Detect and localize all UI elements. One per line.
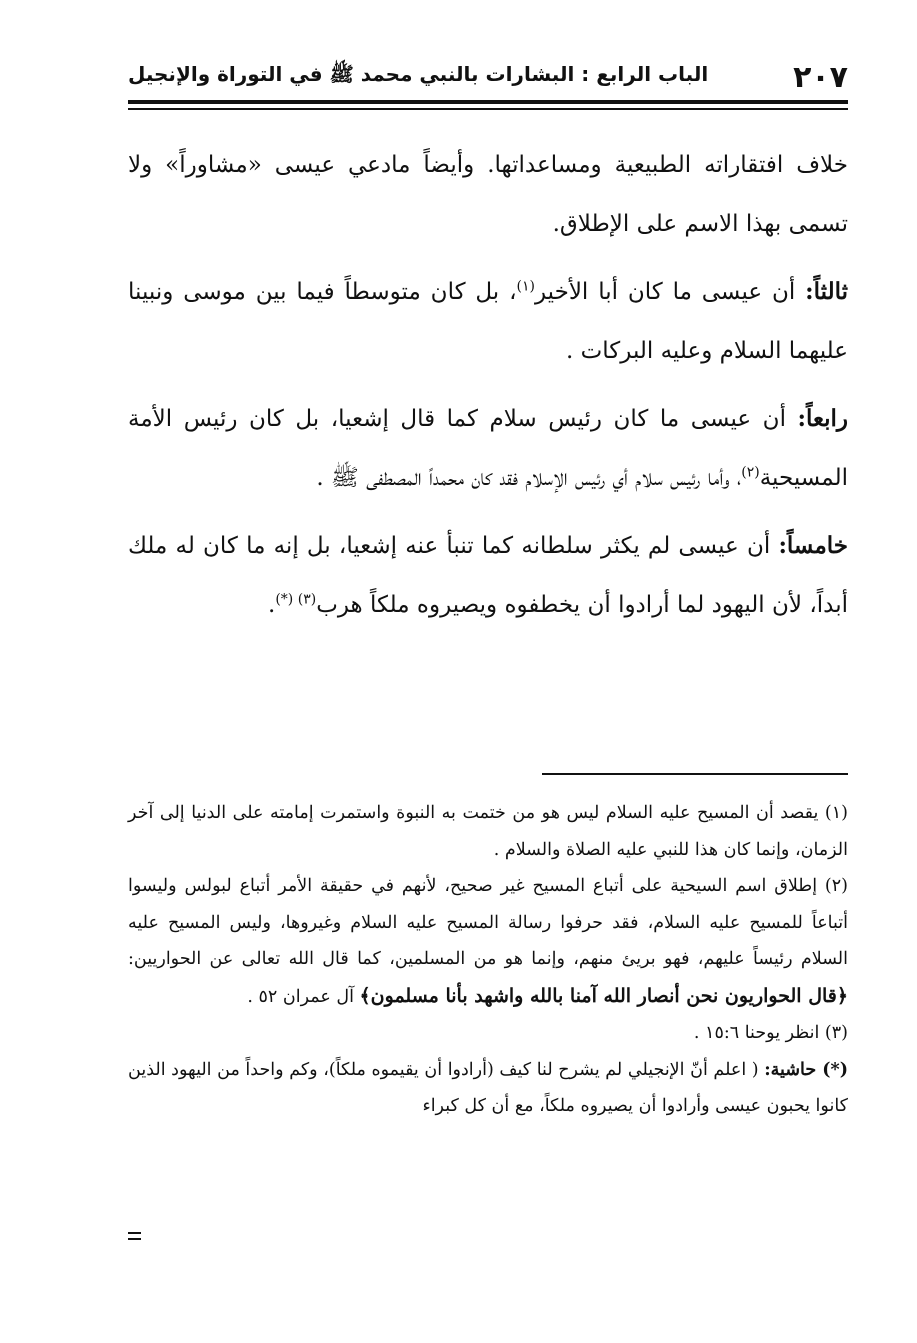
footnote-2-citation: آل عمران ٥٢ . bbox=[247, 986, 354, 1007]
footnote-ref-2: (٢) bbox=[741, 464, 760, 481]
main-text bbox=[128, 136, 848, 643]
paragraph-thirdly bbox=[128, 262, 848, 381]
footnote-2 bbox=[128, 868, 848, 1015]
paragraph-fourthly-lead: رابعاً: bbox=[797, 405, 849, 432]
paragraph-fourthly bbox=[128, 389, 848, 508]
paragraph-thirdly-lead: ثالثاً: bbox=[805, 278, 848, 305]
header-rule-thin bbox=[128, 108, 848, 110]
footnote-ref-1: (١) bbox=[516, 278, 535, 295]
paragraph-1-text: خلاف افتقاراته الطبيعية ومساعداتها. وأيضاً مادعي عيسى «مشاوراً» ولا تسمى بهذا الاسم على الإطلاق. bbox=[128, 152, 848, 237]
paragraph-fifthly-text-b: . bbox=[268, 592, 276, 618]
paragraph-fifthly-lead: خامساً: bbox=[778, 532, 848, 559]
running-title: الباب الرابع : البشارات بالنبي محمد ﷺ في التوراة والإنجيل bbox=[128, 62, 709, 86]
paragraph-fourthly-text-a: أن عيسى ما كان رئيس سلام كما قال إشعيا، بل كان رئيس الأمة المسيحية bbox=[128, 406, 848, 491]
footnote-marginal-lead: (*) حاشية: bbox=[764, 1059, 848, 1080]
footnote-2-text: (٢) إطلاق اسم السيحية على أتباع المسيح غير صحيح، لأنهم في حقيقة الأمر أتباع لبولس وليسوا أتباعاً للمسيح عليه السلام، فقد حرفوا رسالة المسيح عليه السلام وغيروها، وليس المسيح عليه السلام رئيساً عليهم، فهو بريئ منهم، وإنما هو من المسلمين، كما قال الله تعالى عن الحواريين: bbox=[128, 876, 848, 969]
paragraph-fifthly bbox=[128, 516, 848, 635]
page-header bbox=[128, 56, 848, 96]
footnotes bbox=[128, 795, 848, 1125]
continuation-mark bbox=[128, 1232, 141, 1244]
footnote-ref-3: (٣) (*) bbox=[275, 591, 317, 608]
paragraph-1 bbox=[128, 136, 848, 254]
paragraph-fifthly-text-a: أن عيسى لم يكثر سلطانه كما تنبأ عنه إشعيا، بل إنه ما كان له ملك أبداً، لأن اليهود لما أرادوا أن يخطفوه ويصيروه ملكاً هرب bbox=[128, 533, 848, 618]
footnote-marginal-text: ( اعلم أنّ الإنجيلي لم يشرح لنا كيف (أرادوا أن يقيموه ملكاً)، وكم واحداً من اليهود الذين كانوا يحبون عيسى وأرادوا أن يصيروه ملكاً، مع أن كل كبراء bbox=[128, 1059, 848, 1116]
paragraph-thirdly-text-b: ، بل كان متوسطاً فيما بين موسى ونبينا عليهما السلام وعليه البركات . bbox=[128, 279, 848, 364]
quran-verse: ﴿قال الحواريون نحن أنصار الله آمنا بالله واشهد بأنا مسلمون﴾ bbox=[359, 984, 848, 1007]
page-number: ٢٠٧ bbox=[793, 60, 848, 95]
footnote-3: (٣) انظر يوحنا ١٥:٦ . bbox=[693, 1023, 848, 1043]
footnote-marginal bbox=[128, 1052, 848, 1125]
paragraph-fourthly-text-b: ، وأما رئيس سلام أي رئيس الإسلام فقد كان محمداً المصطفى ﷺ . bbox=[316, 465, 742, 491]
paragraph-thirdly-text-a: أن عيسى ما كان أبا الأخير bbox=[534, 279, 796, 305]
header-rule-thick bbox=[128, 100, 848, 104]
footnote-separator bbox=[542, 773, 848, 775]
footnote-1: (١) يقصد أن المسيح عليه السلام ليس هو من ختمت به النبوة واستمرت إمامته على الدنيا إلى آخر الزمان، وإنما كان هذا للنبي عليه الصلاة والسلام . bbox=[128, 803, 848, 860]
